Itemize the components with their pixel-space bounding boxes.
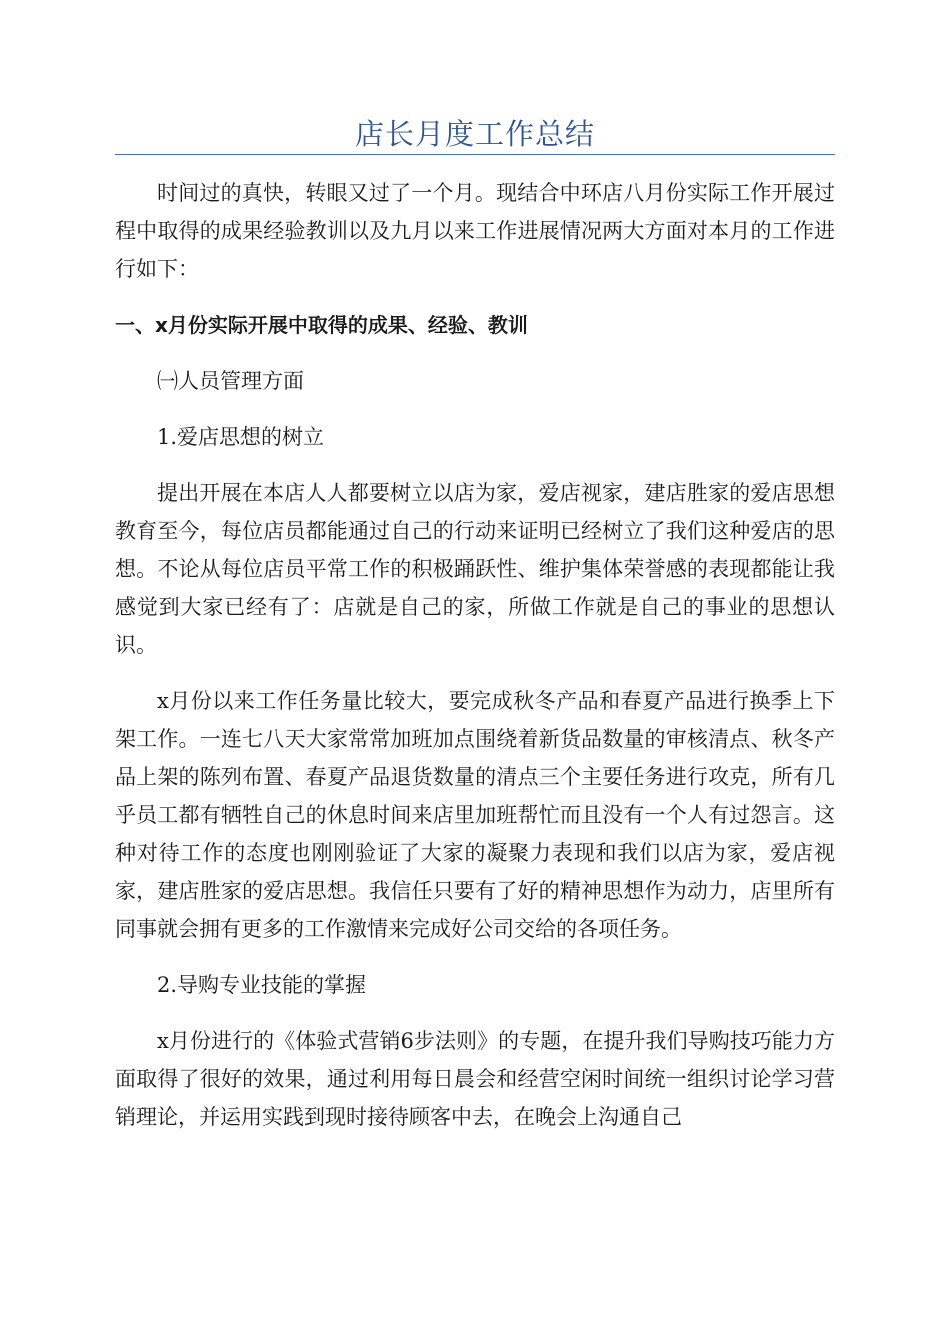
intro-paragraph: 时间过的真快，转眼又过了一个月。现结合中环店八月份实际工作开展过程中取得的成果经验教训以及九月以来工作进展情况两大方面对本月的工作进行如下： xyxy=(115,181,835,281)
section-heading: 一、x月份实际开展中取得的成果、经验、教训 xyxy=(115,313,528,337)
body-paragraph: x月份以来工作任务量比较大，要完成秋冬产品和春夏产品进行换季上下架工作。一连七八天大家常常加班加点围绕着新货品数量的审核清点、秋冬产品上架的陈列布置、春夏产品退货数量的清点三个主要任务进行攻克，所有几乎员工都有牺牲自己的休息时间来店里加班帮忙而且没有一个人有过怨言。这种对待工作的态度也刚刚验证了大家的凝聚力表现和我们以店为家，爱店视家，建店胜家的爱店思想。我信任只要有了好的精神思想作为动力，店里所有同事就会拥有更多的工作激情来完成好公司交给的各项任务。 xyxy=(115,689,835,941)
document-title: 店长月度工作总结 xyxy=(354,117,595,151)
item-title: 1.爱店思想的树立 xyxy=(157,425,325,449)
body-paragraph: 提出开展在本店人人都要树立以店为家，爱店视家，建店胜家的爱店思想教育至今，每位店员都能通过自己的行动来证明已经树立了我们这种爱店的思想。不论从每位店员平常工作的积极踊跃性、维护集体荣誉感的表现都能让我感觉到大家已经有了：店就是自己的家，所做工作就是自己的事业的思想认识。 xyxy=(115,481,835,657)
document-body xyxy=(115,174,835,1154)
title-underline xyxy=(115,154,835,155)
item-title: 2.导购专业技能的掌握 xyxy=(157,973,367,997)
body-paragraph: x月份进行的《体验式营销6步法则》的专题，在提升我们导购技巧能力方面取得了很好的效果，通过利用每日晨会和经营空闲时间统一组织讨论学习营销理论，并运用实践到现时接待顾客中去，在晚会上沟通自己 xyxy=(115,1029,835,1129)
subsection-heading: ㈠人员管理方面 xyxy=(157,369,304,393)
